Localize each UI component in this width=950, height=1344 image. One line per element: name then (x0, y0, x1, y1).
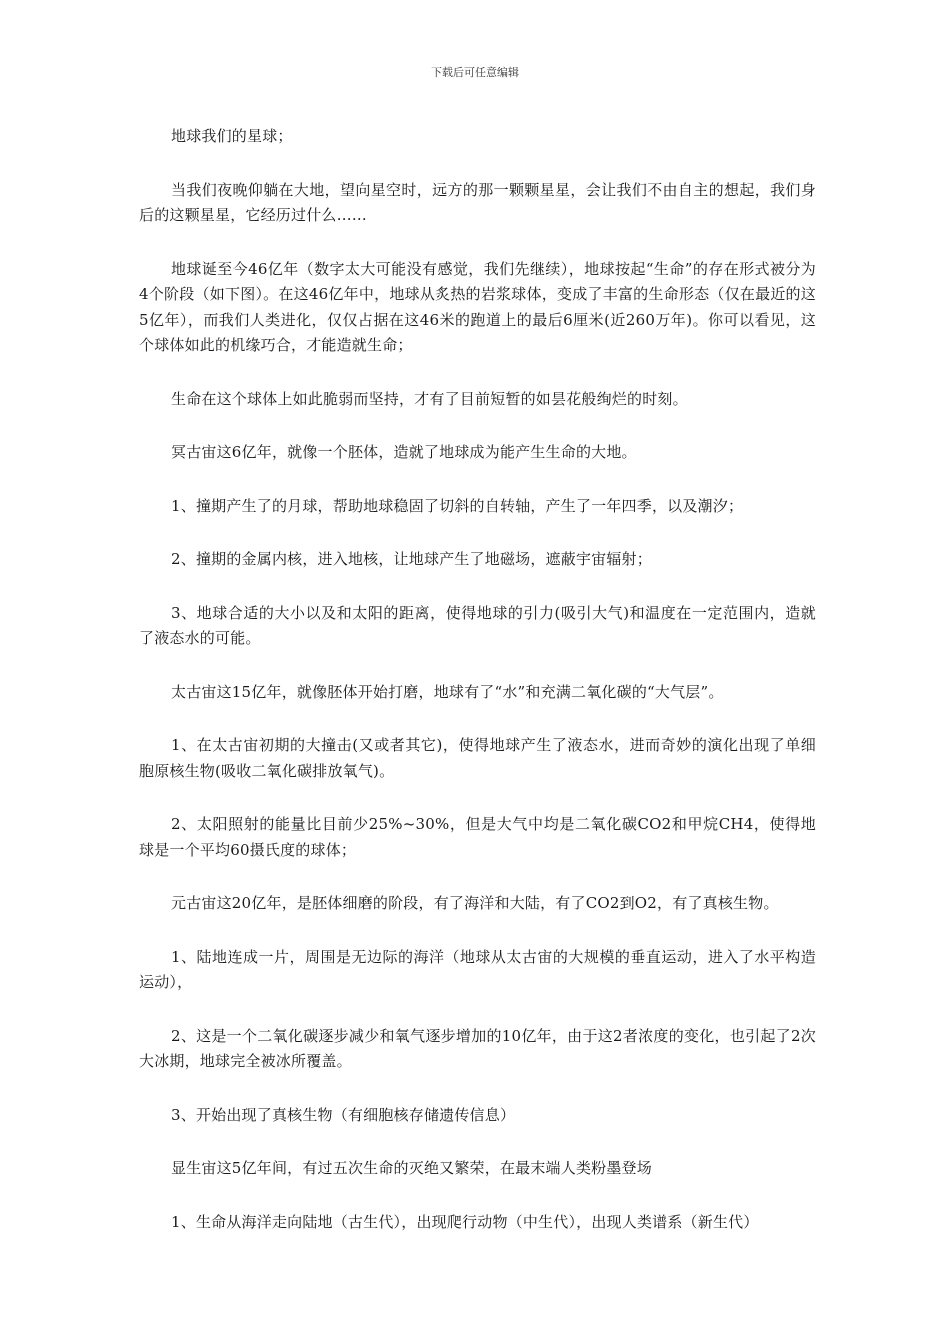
paragraph-proterozoic-heading: 元古宙这20亿年，是胚体细磨的阶段，有了海洋和大陆，有了CO2到O2，有了真核生物。 (171, 894, 779, 912)
list-item: 3、地球合适的大小以及和太阳的距离，使得地球的引力(吸引大气)和温度在一定范围内，造就了液态水的可能。 (139, 603, 816, 647)
paragraph-phanerozoic-heading: 显生宙这5亿年间，有过五次生命的灭绝又繁荣，在最末端人类粉墨登场 (171, 1159, 652, 1177)
paragraph-title: 地球我们的星球； (171, 127, 293, 145)
list-item: 1、生命从海洋走向陆地（古生代），出现爬行动物（中生代），出现人类谱系（新生代） (171, 1212, 759, 1231)
document-body (139, 124, 816, 1263)
paragraph: 生命在这个球体上如此脆弱而坚持，才有了目前短暂的如昙花般绚烂的时刻。 (171, 389, 688, 408)
list-item: 2、太阳照射的能量比目前少25%~30%，但是大气中均是二氧化碳CO2和甲烷CH4，使得地球是一个平均60摄氏度的球体； (139, 815, 816, 859)
list-item: 1、撞期产生了的月球，帮助地球稳固了切斜的自转轴，产生了一年四季，以及潮汐； (171, 496, 744, 515)
paragraph: 地球诞至今46亿年（数字太大可能没有感觉，我们先继续），地球按起“生命”的存在形式被分为4个阶段（如下图）。在这46亿年中，地球从炙热的岩浆球体，变成了丰富的生命形态（仅在最近的这5亿年），而我们人类进化，仅仅占据在这46米的跑道上的最后6厘米(近260万年)。你可以看见，这个球体如此的机缘巧合，才能造就生命； (139, 259, 816, 354)
paragraph-archean-heading: 太古宙这15亿年，就像胚体开始打磨，地球有了“水”和充满二氧化碳的“大气层”。 (171, 682, 724, 701)
list-item: 3、开始出现了真核生物（有细胞核存储遗传信息） (171, 1105, 516, 1124)
list-item: 1、在太古宙初期的大撞击(又或者其它)，使得地球产生了液态水，进而奇妙的演化出现了单细胞原核生物(吸收二氧化碳排放氧气)。 (139, 736, 816, 780)
list-item: 2、撞期的金属内核，进入地核，让地球产生了地磁场，遮蔽宇宙辐射； (171, 550, 652, 568)
page-header: 下载后可任意编辑 (431, 66, 519, 79)
list-item: 2、这是一个二氧化碳逐步减少和氧气逐步增加的10亿年，由于这2者浓度的变化，也引起了2次大冰期，地球完全被冰所覆盖。 (139, 1026, 816, 1070)
list-item: 1、陆地连成一片，周围是无边际的海洋（地球从太古宙的大规模的垂直运动，进入了水平构造运动）， (139, 947, 816, 991)
paragraph-hadean-heading: 冥古宙这6亿年，就像一个胚体，造就了地球成为能产生生命的大地。 (171, 443, 637, 461)
paragraph: 当我们夜晚仰躺在大地，望向星空时，远方的那一颗颗星星，会让我们不由自主的想起，我们身后的这颗星星，它经历过什么…… (139, 180, 816, 224)
